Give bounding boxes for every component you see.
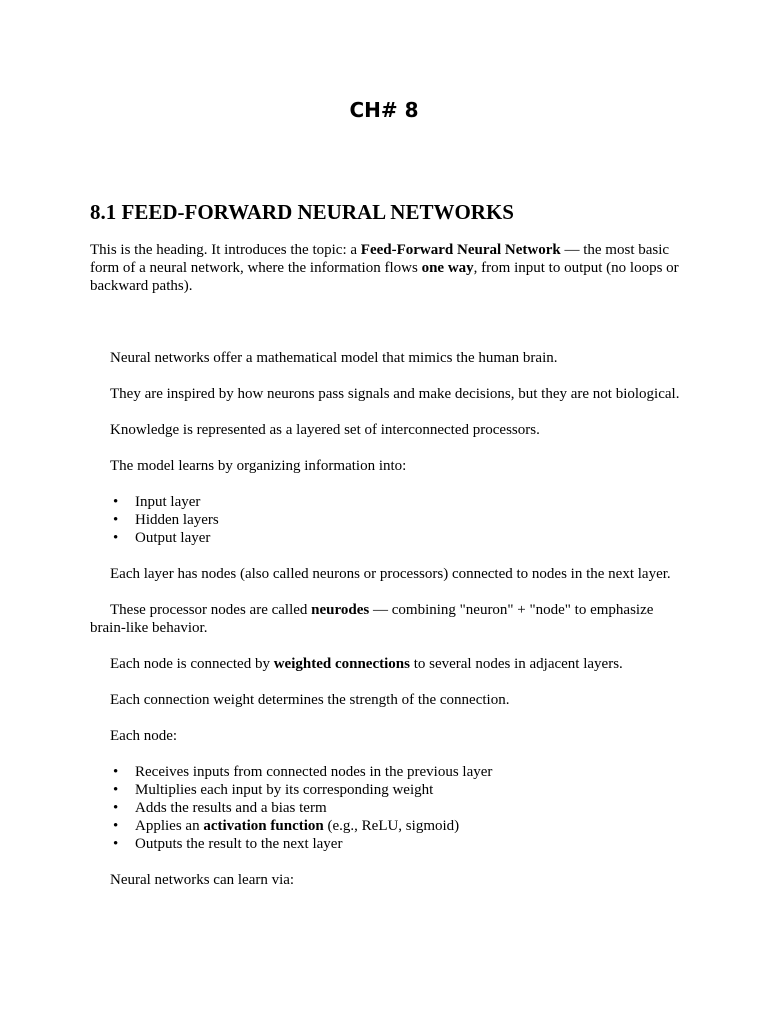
intro-paragraph [90, 241, 685, 295]
paragraph-inspired: They are inspired by how neurons pass signals and make decisions, but they are not biological. [110, 386, 680, 402]
intro-text-2: — the most basic form of a neural network, where the information flows [90, 242, 670, 276]
list-item-text: Receives inputs from connected nodes in the previous layer [135, 764, 493, 780]
bullet-icon: • [113, 494, 119, 510]
list-item [113, 763, 685, 781]
list-item-text: Outputs the result to the next layer [135, 836, 343, 852]
blank-space [90, 295, 685, 349]
paragraph-organizing: The model learns by organizing information into: [110, 458, 407, 474]
paragraph-learn-via: Neural networks can learn via: [110, 872, 295, 888]
bullet-icon: • [113, 782, 119, 798]
paragraph-knowledge: Knowledge is represented as a layered set of interconnected processors. [110, 422, 540, 438]
weighted-bold: weighted connections [273, 656, 410, 672]
paragraph-each-node: Each node: [110, 728, 178, 744]
intro-bold-term: Feed-Forward Neural Network [360, 242, 561, 258]
layers-list [90, 493, 685, 547]
weighted-text-2: to several nodes in adjacent layers. [409, 656, 623, 672]
bullet-icon: • [113, 512, 119, 528]
list-item [113, 781, 685, 799]
paragraph-layer-nodes: Each layer has nodes (also called neurons or processors) connected to nodes in the next layer. [110, 566, 671, 582]
list-item [113, 817, 685, 835]
neurodes-bold: neurodes [311, 602, 370, 618]
activation-function-bold: activation function [203, 818, 324, 834]
list-item [113, 511, 685, 529]
intro-text-1: This is the heading. It introduces the topic: a [90, 242, 361, 258]
intro-text-3: , from input to output (no loops or backward paths). [90, 260, 679, 294]
list-item-text: Adds the results and a bias term [135, 800, 327, 816]
paragraph-connection-weight: Each connection weight determines the strength of the connection. [110, 692, 510, 708]
list-item-text: Hidden layers [135, 512, 219, 528]
bullet-icon: • [113, 800, 119, 816]
list-item-text: Multiplies each input by its corresponding weight [135, 782, 434, 798]
chapter-heading: CH# 8 [349, 98, 419, 122]
node-steps-list [90, 763, 685, 853]
document-body [90, 241, 685, 907]
intro-bold-one-way: one way [421, 260, 474, 276]
list-item [113, 835, 685, 853]
list-item [113, 799, 685, 817]
paragraph-brain-model: Neural networks offer a mathematical model that mimics the human brain. [110, 350, 558, 366]
list-item-text-2: (e.g., ReLU, sigmoid) [323, 818, 460, 834]
paragraph-weighted-connections [90, 655, 685, 673]
section-title: 8.1 FEED-FORWARD NEURAL NETWORKS [90, 200, 514, 224]
weighted-text-1: Each node is connected by [110, 656, 274, 672]
list-item-text: Output layer [135, 530, 211, 546]
list-item-text: Input layer [135, 494, 201, 510]
bullet-icon: • [113, 764, 119, 780]
bullet-icon: • [113, 818, 119, 834]
list-item [113, 529, 685, 547]
neurodes-text-1: These processor nodes are called [110, 602, 312, 618]
list-item-text-1: Applies an [135, 818, 204, 834]
list-item [113, 493, 685, 511]
paragraph-neurodes [90, 601, 685, 637]
neurodes-text-2: — combining "neuron" + "node" to emphasize brain-like behavior. [90, 602, 654, 636]
bullet-icon: • [113, 530, 119, 546]
bullet-icon: • [113, 836, 119, 852]
